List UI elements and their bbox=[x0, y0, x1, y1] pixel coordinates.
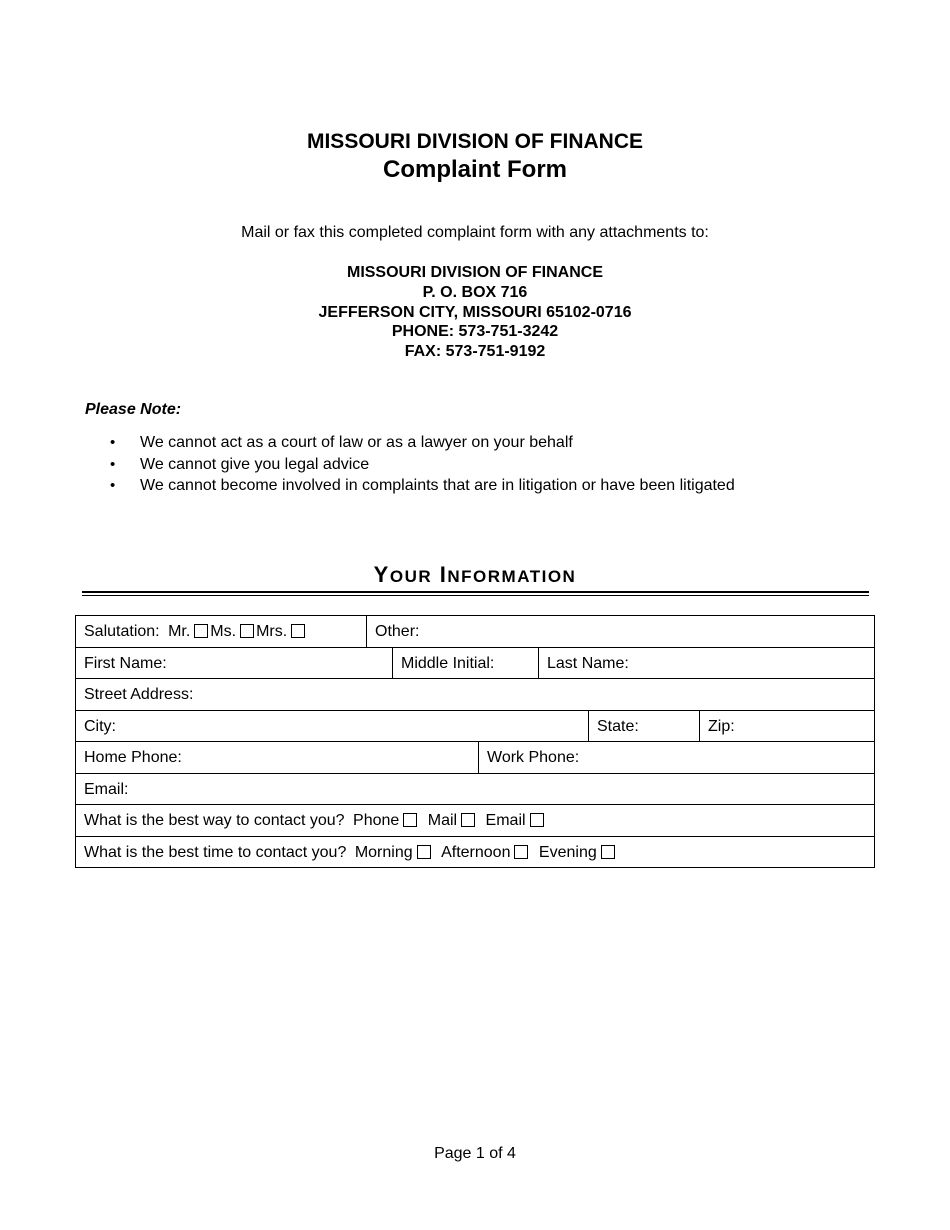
other-field[interactable] bbox=[366, 616, 874, 647]
note-heading: Please Note: bbox=[85, 401, 182, 418]
contact-way-cell bbox=[76, 805, 874, 836]
section-rule-thin bbox=[82, 595, 869, 596]
contact-time-question: What is the best time to contact you? bbox=[84, 843, 347, 861]
work-phone-field[interactable] bbox=[478, 742, 874, 773]
way-email-label: Email bbox=[485, 812, 526, 829]
salutation-cell bbox=[76, 616, 366, 647]
address-line-1: MISSOURI DIVISION OF FINANCE bbox=[346, 264, 603, 281]
home-phone-field[interactable] bbox=[76, 742, 478, 773]
last-name-label: Last Name: bbox=[547, 654, 629, 672]
zip-field[interactable] bbox=[699, 711, 874, 742]
note-item: • We cannot act as a court of law or as a lawyer on your behalf bbox=[110, 432, 735, 454]
middle-initial-label: Middle Initial: bbox=[401, 654, 495, 672]
email-row bbox=[76, 774, 874, 806]
work-phone-label: Work Phone: bbox=[487, 749, 580, 766]
section-heading-i: I bbox=[439, 562, 448, 587]
middle-initial-field[interactable] bbox=[392, 648, 538, 679]
email-label: Email: bbox=[84, 780, 129, 798]
street-address-label: Street Address: bbox=[84, 686, 194, 703]
way-phone-checkbox[interactable] bbox=[403, 813, 417, 827]
way-mail-checkbox[interactable] bbox=[461, 813, 475, 827]
state-label: State: bbox=[597, 717, 639, 735]
section-heading-our: OUR bbox=[389, 567, 433, 586]
section-heading bbox=[0, 562, 950, 588]
salutation-label: Salutation: bbox=[84, 623, 160, 640]
salutation-ms-label: Ms. bbox=[210, 623, 237, 640]
email-field[interactable] bbox=[76, 774, 874, 805]
salutation-ms-checkbox[interactable] bbox=[240, 624, 254, 638]
salutation-row bbox=[76, 616, 874, 648]
city-row bbox=[76, 711, 874, 743]
first-name-label: First Name: bbox=[84, 654, 167, 672]
time-afternoon-label: Afternoon bbox=[441, 843, 511, 861]
mailing-address bbox=[0, 263, 950, 362]
address-phone: PHONE: 573-751-3242 bbox=[391, 323, 559, 341]
intro-text: Mail or fax this completed complaint form with any attachments to: bbox=[241, 224, 709, 241]
address-line-3: JEFFERSON CITY, MISSOURI 65102-0716 bbox=[318, 303, 632, 321]
salutation-mr-label: Mr. bbox=[168, 623, 191, 640]
way-phone-label: Phone bbox=[353, 812, 400, 829]
name-row bbox=[76, 648, 874, 680]
form-title: Complaint Form bbox=[383, 156, 567, 183]
note-item: • We cannot give you legal advice bbox=[110, 454, 735, 476]
section-heading-y: Y bbox=[373, 562, 390, 587]
way-email-checkbox[interactable] bbox=[530, 813, 544, 827]
address-fax: FAX: 573-751-9192 bbox=[404, 343, 546, 361]
page-number: Page 1 of 4 bbox=[434, 1145, 516, 1162]
last-name-field[interactable] bbox=[538, 648, 874, 679]
contact-way-row bbox=[76, 805, 874, 837]
home-phone-label: Home Phone: bbox=[84, 749, 182, 766]
street-address-field[interactable] bbox=[76, 679, 874, 710]
zip-label: Zip: bbox=[708, 717, 735, 735]
note-item: • We cannot become involved in complaints that are in litigation or have been litigated bbox=[110, 475, 735, 497]
contact-time-cell bbox=[76, 837, 874, 868]
address-line-2: P. O. BOX 716 bbox=[422, 283, 528, 301]
other-label: Other: bbox=[375, 623, 420, 640]
salutation-mr-checkbox[interactable] bbox=[194, 624, 208, 638]
way-mail-label: Mail bbox=[427, 812, 458, 829]
first-name-field[interactable] bbox=[76, 648, 392, 679]
agency-heading: MISSOURI DIVISION OF FINANCE bbox=[306, 130, 644, 153]
note-list bbox=[110, 432, 735, 497]
phone-row bbox=[76, 742, 874, 774]
salutation-mrs-label: Mrs. bbox=[256, 623, 288, 640]
contact-time-row bbox=[76, 837, 874, 869]
time-evening-label: Evening bbox=[538, 843, 597, 861]
state-field[interactable] bbox=[588, 711, 699, 742]
time-morning-label: Morning bbox=[354, 843, 413, 861]
section-rule-thick bbox=[82, 591, 869, 593]
section-heading-nformation: NFORMATION bbox=[447, 567, 577, 586]
street-row bbox=[76, 679, 874, 711]
city-label: City: bbox=[84, 717, 116, 735]
time-afternoon-checkbox[interactable] bbox=[514, 845, 528, 859]
contact-way-question: What is the best way to contact you? bbox=[84, 812, 345, 829]
time-morning-checkbox[interactable] bbox=[417, 845, 431, 859]
city-field[interactable] bbox=[76, 711, 588, 742]
salutation-mrs-checkbox[interactable] bbox=[291, 624, 305, 638]
your-information-form bbox=[75, 615, 875, 868]
time-evening-checkbox[interactable] bbox=[601, 845, 615, 859]
